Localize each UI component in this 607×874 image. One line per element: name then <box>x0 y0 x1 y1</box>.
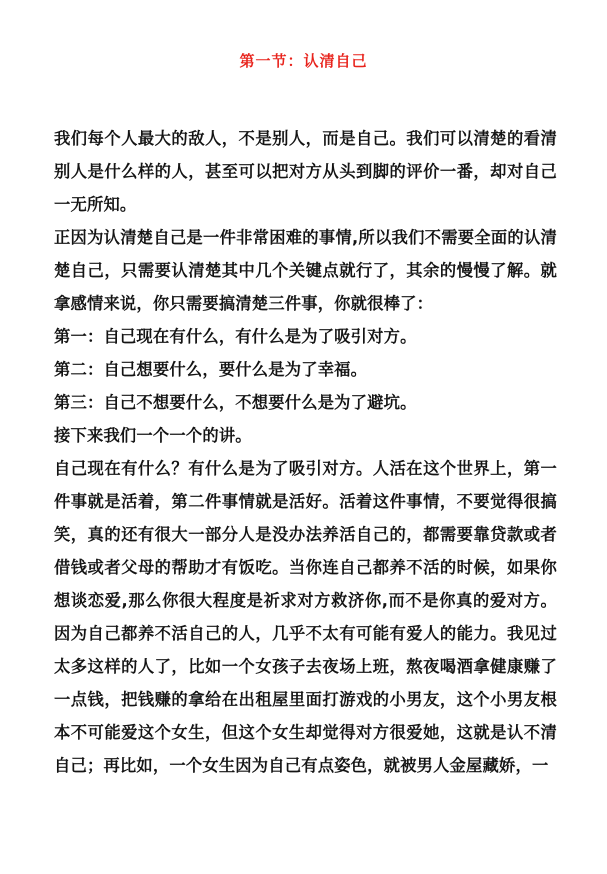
document-body <box>54 122 557 782</box>
list-item-first: 第一：自己现在有什么，有什么是为了吸引对方。 <box>54 327 417 346</box>
section-title: 第一节：认清自己 <box>239 52 368 70</box>
paragraph: 我们每个人最大的敌人，不是别人，而是自己。我们可以清楚的看清别人是什么样的人，甚至可以把对方从头到脚的评价一番，却对自己一无所知。 <box>54 129 557 214</box>
list-item-second: 第二：自己想要什么，要什么是为了幸福。 <box>54 360 368 379</box>
paragraph: 自己现在有什么？有什么是为了吸引对方。人活在这个世界上，第一件事就是活着，第二件事情就是活好。活着这件事情，不要觉得很搞笑，真的还有很大一部分人是没办法养活自己的，都需要靠贷款或者借钱或者父母的帮助才有饭吃。当你连自己都养不活的时候，如果你想谈恋爱,那么你很大程度是祈求对方救济你,而不是你真的爱对方。因为自己都养不活自己的人，几乎不太有可能有爱人的能力。我见过太多这样的人了，比如一个女孩子去夜场上班，熬夜喝酒拿健康赚了一点钱，把钱赚的拿给在出租屋里面打游戏的小男友，这个小男友根本不可能爱这个女生，但这个女生却觉得对方很爱她，这就是认不清自己；再比如，一个女生因为自己有点姿色，就被男人金屋藏娇，一 <box>54 459 557 775</box>
list-item-third: 第三：自己不想要什么，不想要什么是为了避坑。 <box>54 393 417 412</box>
paragraph: 正因为认清楚自己是一件非常困难的事情,所以我们不需要全面的认清楚自己，只需要认清楚其中几个关键点就行了，其余的慢慢了解。就拿感情来说，你只需要搞清楚三件事，你就很棒了： <box>54 228 557 313</box>
paragraph: 接下来我们一个一个的讲。 <box>54 426 252 445</box>
